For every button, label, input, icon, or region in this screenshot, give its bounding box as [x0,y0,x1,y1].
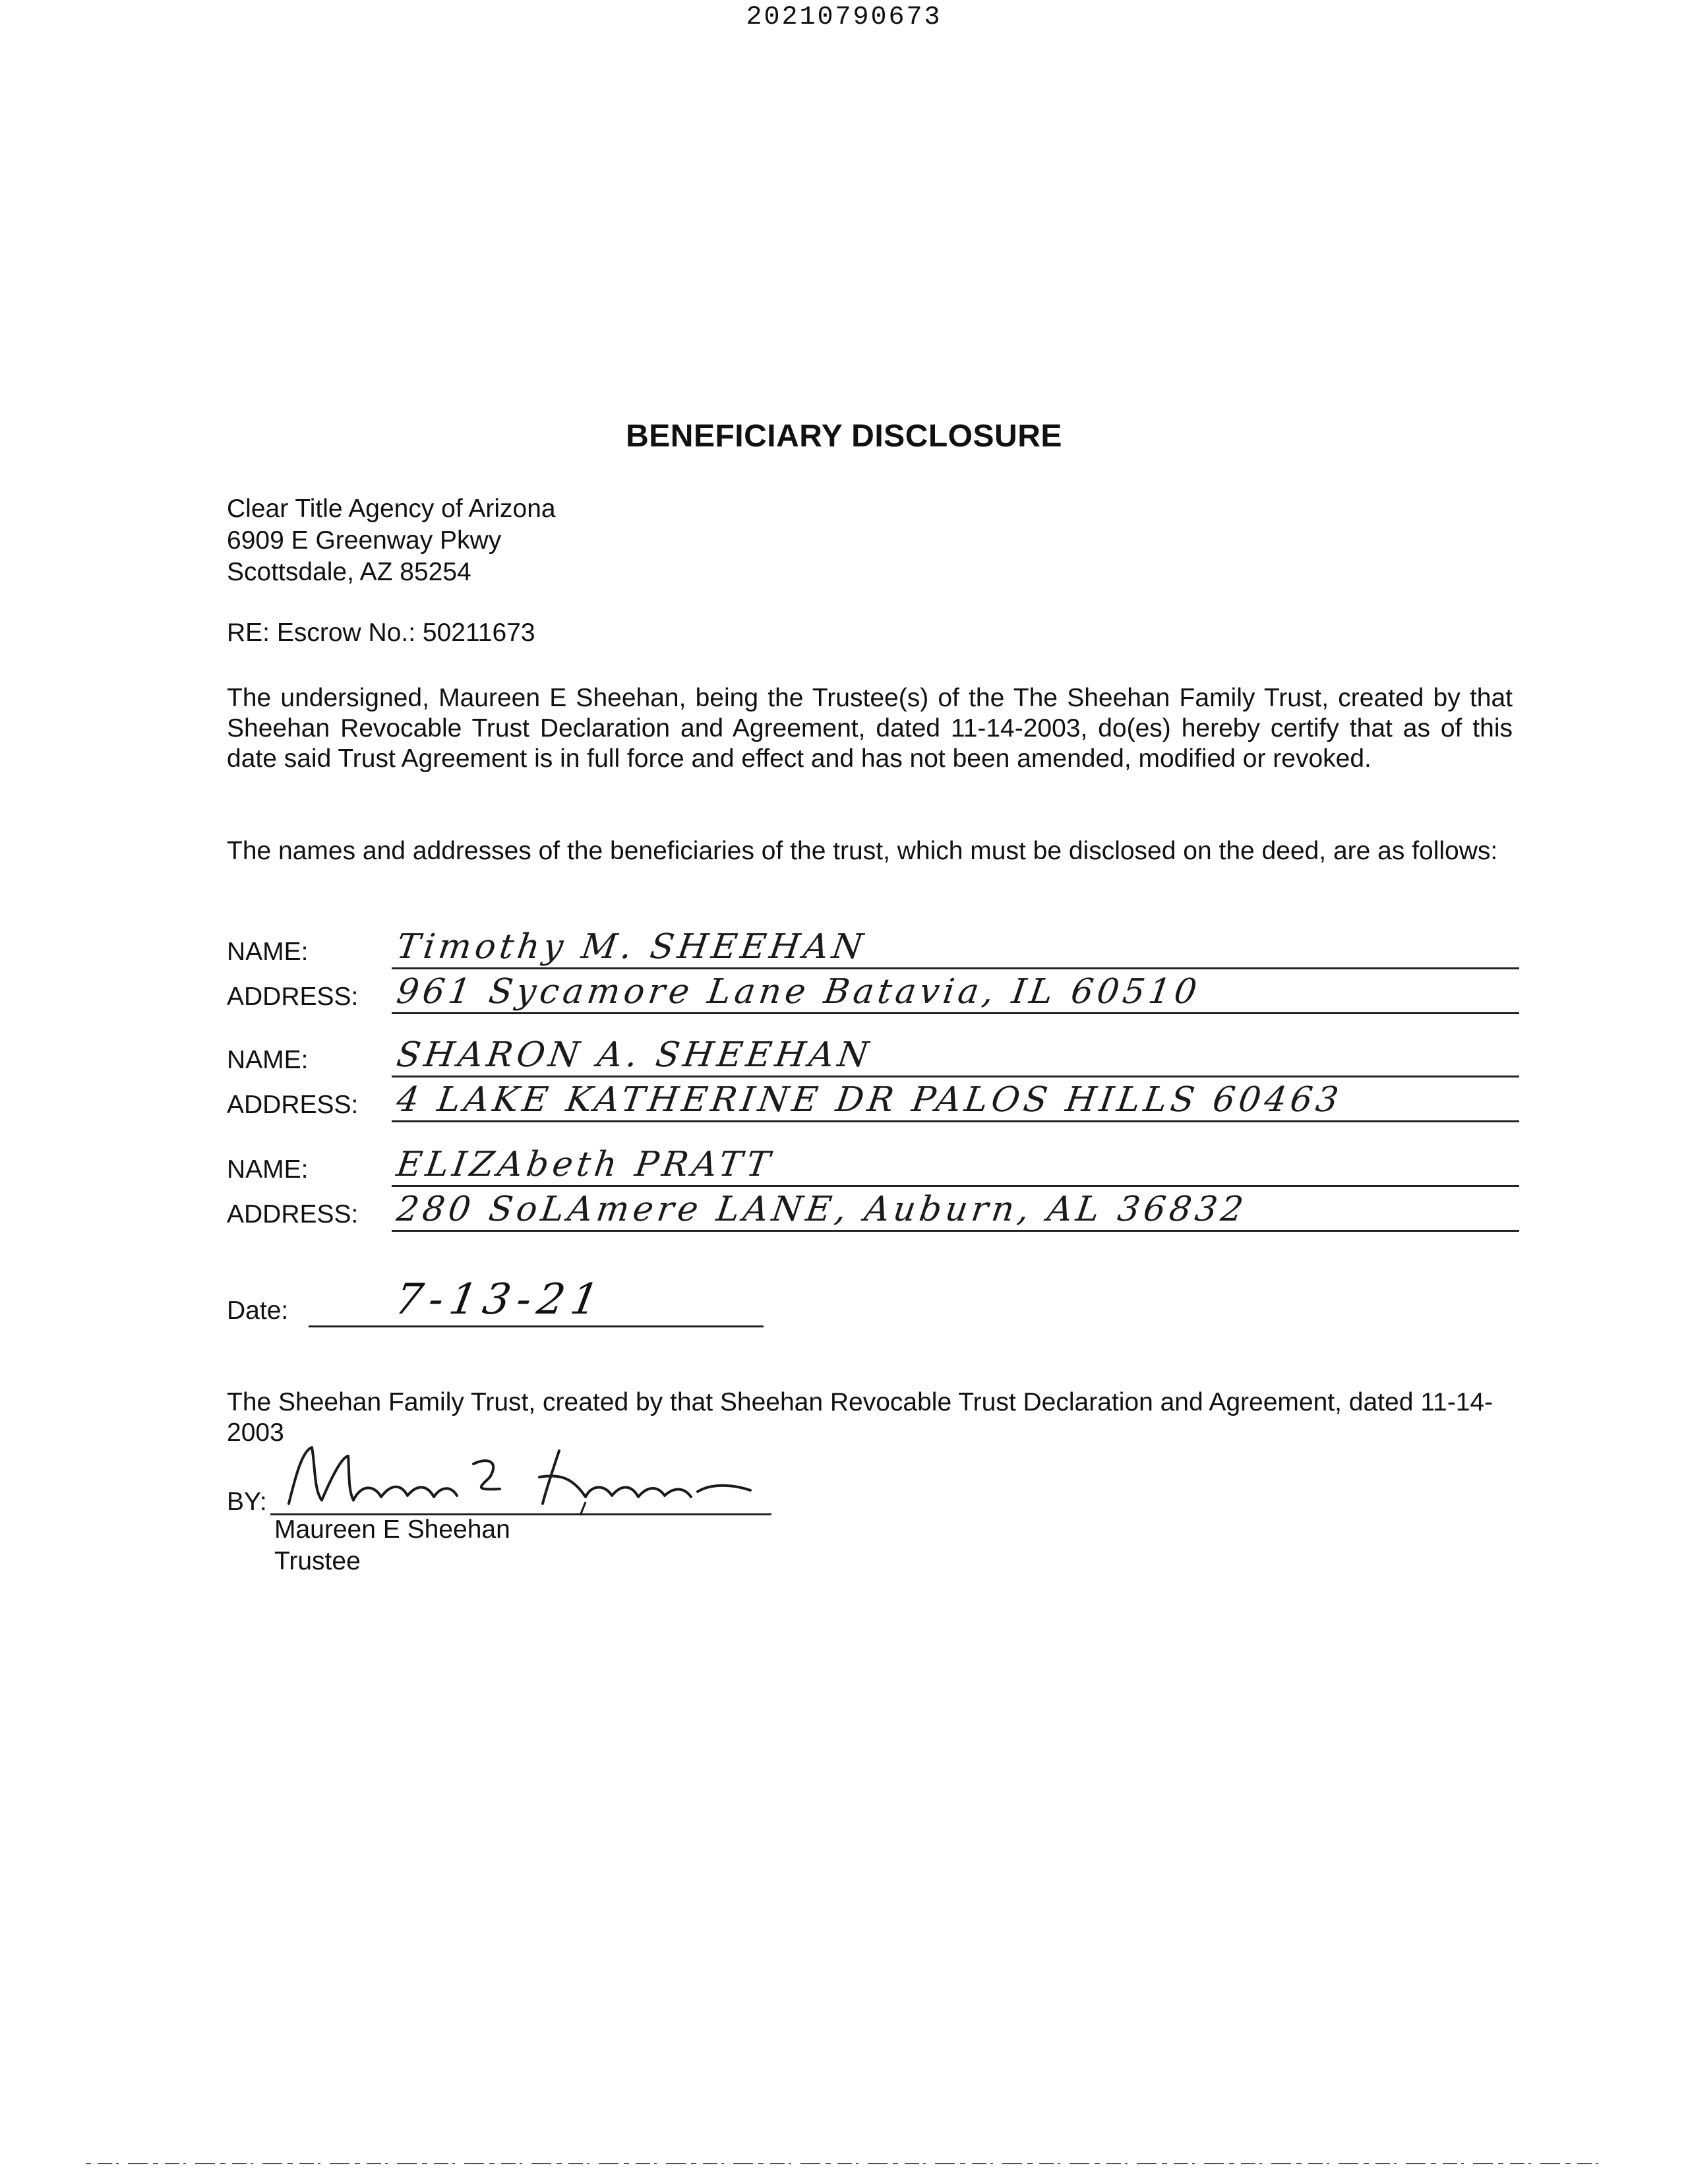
trust-statement: The Sheehan Family Trust, created by that Sheehan Revocable Trust Declaration and Agreement, dated 11-14-2003 [227,1388,1493,1447]
beneficiary-2-address: 4 LAKE KATHERINE DR PALOS HILLS 60463 [394,1080,1345,1120]
signer-role: Trustee [274,1547,361,1575]
beneficiary-3-address-row [227,1192,1519,1232]
name-label: NAME: [227,1155,309,1184]
address-label: ADDRESS: [227,1091,359,1119]
name-label: NAME: [227,1046,309,1074]
name-label: NAME: [227,938,309,966]
beneficiary-2-name-row [227,1035,1519,1077]
beneficiary-1-name: Timothy M. SHEEHAN [394,927,870,967]
address-label: ADDRESS: [227,983,359,1011]
name-underline [392,1076,1519,1077]
by-label: BY: [227,1488,267,1516]
beneficiary-3-name-row [227,1147,1519,1187]
beneficiary-1-address: 961 Sycamore Lane Batavia, IL 60510 [394,972,1203,1012]
date-label: Date: [227,1296,289,1325]
escrow-reference: RE: Escrow No.: 50211673 [227,619,535,647]
address-underline [392,1120,1519,1122]
name-underline [392,1185,1519,1187]
certification-paragraph: The undersigned, Maureen E Sheehan, being the Trustee(s) of the The Sheehan Family Trust, created by that Sheehan Revocable Trust Declaration and Agreement, dated 11-14-2003, do(es) hereby certify that as of this date said Trust Agreement is in full force and effect and has not been amended, modified or revoked. [227,684,1513,773]
signer-name: Maureen E Sheehan [274,1515,510,1544]
beneficiary-3-name: ELIZAbeth PRATT [394,1145,777,1184]
handwritten-signature [276,1438,777,1517]
beneficiary-1-name-row [227,927,1519,969]
beneficiary-3-address: 280 SoLAmere LANE, Auburn, AL 36832 [394,1190,1250,1229]
date-underline [309,1325,764,1327]
address-underline [392,1230,1519,1232]
beneficiary-1-address-row [227,972,1519,1014]
beneficiary-2-address-row [227,1080,1519,1122]
address-underline [392,1012,1519,1014]
recipient-line-2: 6909 E Greenway Pkwy [227,526,502,555]
beneficiaries-intro-paragraph: The names and addresses of the beneficiaries of the trust, which must be disclosed on the deed, are as follows: [227,837,1498,865]
page-title: BENEFICIARY DISCLOSURE [626,419,1062,454]
recipient-line-3: Scottsdale, AZ 85254 [227,558,471,586]
signer-block [274,1514,510,1577]
address-label: ADDRESS: [227,1200,359,1228]
recipient-line-1: Clear Title Agency of Arizona [227,495,556,523]
scan-artifact-dashes [86,2162,1602,2166]
document-number: 20210790673 [746,3,942,32]
name-underline [392,967,1519,969]
beneficiary-2-name: SHARON A. SHEEHAN [394,1035,875,1075]
date-value: 7-13-21 [391,1275,609,1324]
recipient-address [227,493,556,588]
